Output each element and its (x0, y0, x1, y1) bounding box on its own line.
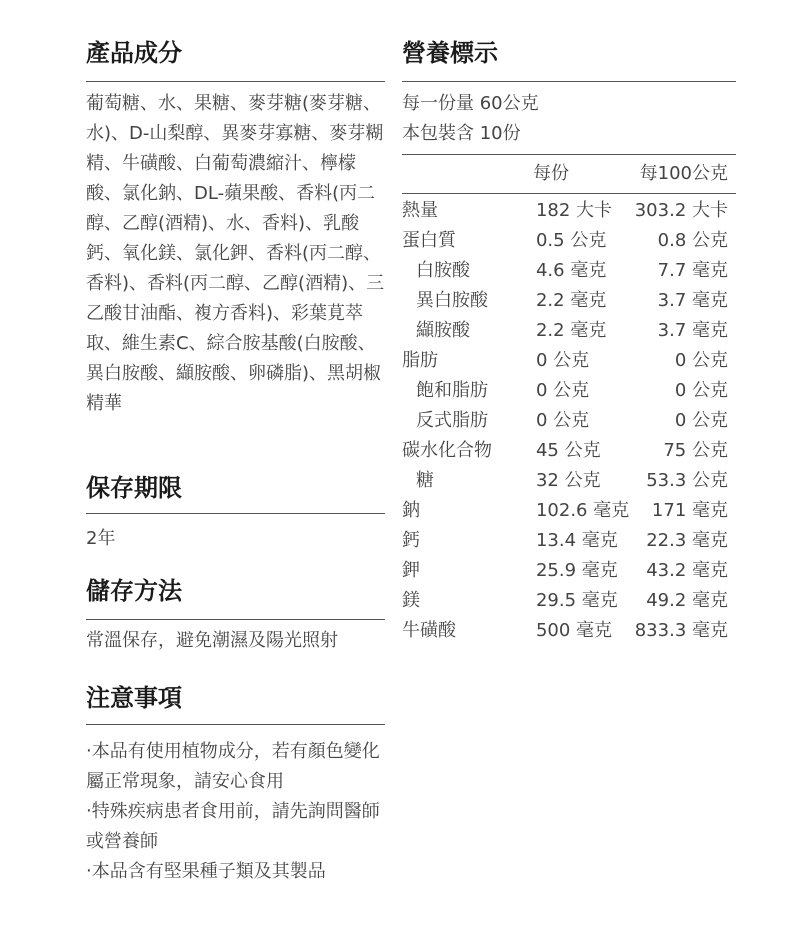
nutrition-row (402, 196, 728, 226)
serving-size: 每一份量 60公克 (402, 93, 539, 114)
per-100g-value: 49.2 毫克 (646, 590, 728, 611)
per-100g-value: 3.7 毫克 (657, 290, 728, 311)
per-serving-value: 102.6 毫克 (535, 500, 630, 521)
nutrition-row (402, 436, 728, 466)
notes-list (86, 737, 386, 887)
nutrition-heading: 營養標示 (402, 39, 498, 67)
per-100g-value: 171 毫克 (651, 500, 728, 521)
nutrient-name: 鈣 (402, 530, 420, 551)
per-serving-value: 29.5 毫克 (535, 590, 618, 611)
nutrient-name: 鈉 (402, 500, 420, 521)
per-100g-value: 43.2 毫克 (646, 560, 728, 581)
notes-heading: 注意事項 (86, 684, 182, 712)
shelf-life-divider (86, 513, 385, 514)
per-serving-value: 45 公克 (535, 440, 601, 461)
per-100g-value: 0 公克 (674, 380, 728, 401)
per-serving-value: 500 毫克 (535, 620, 613, 641)
nutrition-divider-top (402, 81, 736, 82)
nutrition-row (402, 616, 728, 646)
nutrition-row (402, 256, 728, 286)
nutrition-row (402, 226, 728, 256)
nutrition-row (402, 316, 728, 346)
nutrition-divider-mid (402, 154, 736, 155)
nutrient-name: 糖 (416, 470, 434, 491)
notes-item: ‧本品含有堅果種子類及其製品 (86, 861, 326, 882)
nutrient-name: 熱量 (402, 200, 438, 221)
ingredients-heading: 產品成分 (86, 39, 182, 67)
nutrition-row (402, 346, 728, 376)
storage-value: 常溫保存，避免潮濕及陽光照射 (86, 630, 338, 651)
per-serving-value: 4.6 毫克 (535, 260, 607, 281)
shelf-life-value: 2年 (86, 528, 116, 549)
nutrition-row (402, 466, 728, 496)
per-serving-value: 0 公克 (535, 350, 590, 371)
per-serving-value: 182 大卡 (535, 200, 613, 221)
nutrient-name: 蛋白質 (402, 230, 456, 251)
per-100g-value: 7.7 毫克 (657, 260, 728, 281)
nutrition-row (402, 406, 728, 436)
ingredients-text: 葡萄糖、水、果糖、麥芽糖(麥芽糖、水)、D-山梨醇、異麥芽寡糖、麥芽糊精、牛磺酸、白葡萄濃縮汁、檸檬酸、氯化鈉、DL-蘋果酸、香料(丙二醇、乙醇(酒精)、水、香料)、乳酸鈣、氧化鎂、氯化鉀、香料(丙二醇、香料)、香料(丙二醇、乙醇(酒精)、三乙酸甘油酯、複方香料)、彩葉莧萃取、維生素C、綜合胺基酸(白胺酸、異白胺酸、纈胺酸、卵磷脂)、黑胡椒精華 (86, 93, 385, 414)
per-serving-value: 2.2 毫克 (535, 290, 607, 311)
per-100g-value: 22.3 毫克 (646, 530, 728, 551)
per-serving-value: 0.5 公克 (535, 230, 607, 251)
per-serving-value: 2.2 毫克 (535, 320, 607, 341)
per-serving-value: 25.9 毫克 (535, 560, 618, 581)
servings-per-pack: 本包裝含 10份 (402, 123, 521, 144)
nutrition-row (402, 526, 728, 556)
per-100g-value: 303.2 大卡 (634, 200, 728, 221)
per-100g-value: 0 公克 (674, 350, 728, 371)
per-100g-value: 75 公克 (663, 440, 728, 461)
per-100g-value: 53.3 公克 (646, 470, 728, 491)
nutrient-name: 白胺酸 (416, 260, 470, 281)
notes-item: ‧特殊疾病患者食用前，請先詢問醫師或營養師 (86, 801, 380, 852)
nutrient-name: 鉀 (402, 560, 420, 581)
nutrition-row (402, 586, 728, 616)
nutrition-table-body (402, 196, 728, 646)
storage-heading: 儲存方法 (86, 577, 182, 605)
nutrient-name: 反式脂肪 (416, 410, 488, 431)
storage-divider (86, 619, 385, 620)
column-per-serving: 每份 (533, 163, 569, 184)
nutrient-name: 飽和脂肪 (416, 380, 488, 401)
column-per-100g: 每100公克 (639, 163, 728, 184)
nutrition-table (402, 196, 728, 646)
per-serving-value: 0 公克 (535, 410, 590, 431)
per-serving-value: 13.4 毫克 (535, 530, 618, 551)
nutrient-name: 脂肪 (402, 350, 438, 371)
per-100g-value: 833.3 毫克 (634, 620, 728, 641)
nutrient-name: 纈胺酸 (416, 320, 470, 341)
per-100g-value: 0 公克 (674, 410, 728, 431)
nutrition-row (402, 286, 728, 316)
nutrition-row (402, 376, 728, 406)
nutrient-name: 鎂 (402, 590, 420, 611)
per-serving-value: 32 公克 (535, 470, 601, 491)
per-100g-value: 0.8 公克 (657, 230, 728, 251)
nutrition-row (402, 556, 728, 586)
nutrient-name: 異白胺酸 (416, 290, 488, 311)
nutrient-name: 牛磺酸 (402, 620, 456, 641)
notes-divider (86, 724, 385, 725)
nutrition-row (402, 496, 728, 526)
per-100g-value: 3.7 毫克 (657, 320, 728, 341)
shelf-life-heading: 保存期限 (86, 474, 182, 502)
ingredients-divider (86, 81, 385, 82)
nutrition-divider-header (402, 193, 736, 194)
notes-item: ‧本品有使用植物成分，若有顏色變化屬正常現象，請安心食用 (86, 741, 380, 792)
nutrient-name: 碳水化合物 (402, 440, 492, 461)
per-serving-value: 0 公克 (535, 380, 590, 401)
